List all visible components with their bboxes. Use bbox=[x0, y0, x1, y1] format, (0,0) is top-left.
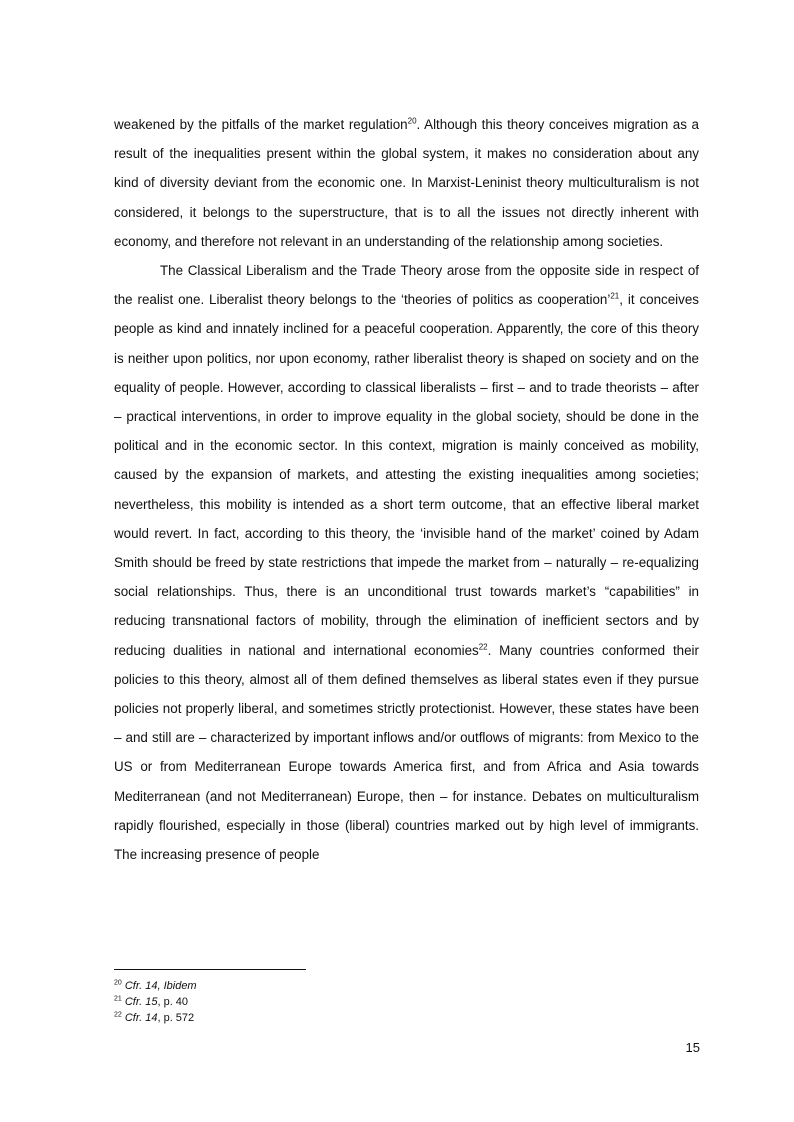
footnotes bbox=[114, 978, 699, 1026]
footnote-number: 22 bbox=[114, 1011, 122, 1019]
footnote-marker-22: 22 bbox=[478, 642, 488, 652]
paragraph-text: , it conceives people as kind and innately inclined for a peaceful cooperation. Apparently, the core of this theory is neither upon politics, nor upon economy, rather liberalist theory is shaped on society and on the equality of people. However, according to classical liberalists – first – and to trade theorists – after – practical interventions, in order to improve equality in the global society, should be done in the political and in the economic sector. In this context, migration is mainly conceived as mobility, caused by the expansion of markets, and attesting the existing inequalities among societies; nevertheless, this mobility is intended as a short term outcome, that an effective liberal market would revert. In fact, according to this theory, the ‘invisible hand of the market’ coined by Adam Smith should be freed by state restrictions that impede the market from – naturally – re-equalizing social relationships. Thus, there is an unconditional trust towards market’s “capabilities” in reducing transnational factors of mobility, through the elimination of inefficient sectors and by reducing dualities in national and international economies bbox=[114, 292, 699, 658]
footnote-number: 21 bbox=[114, 995, 122, 1003]
footnote-22 bbox=[114, 1010, 699, 1026]
footnote-detail: , p. 572 bbox=[157, 1012, 195, 1024]
paragraph-text: weakened by the pitfalls of the market regulation bbox=[114, 117, 408, 132]
footnote-20 bbox=[114, 978, 699, 994]
footnote-marker-20: 20 bbox=[407, 116, 417, 126]
footnote-detail: , p. 40 bbox=[157, 996, 189, 1008]
footnote-marker-21: 21 bbox=[610, 291, 620, 301]
page-number: 15 bbox=[685, 1040, 700, 1055]
paragraph-1 bbox=[114, 110, 699, 256]
paragraph-text: . Although this theory conceives migration as a result of the inequalities present within the global system, it makes no consideration about any kind of diversity deviant from the economic one. In Marxist-Leninist theory multiculturalism is not considered, it belongs to the superstructure, that is to all the issues not directly inherent with economy, and therefore not relevant in an understanding of the relationship among societies. bbox=[114, 117, 700, 249]
footnote-reference: Cfr. 14 bbox=[124, 980, 158, 992]
main-text bbox=[114, 110, 699, 869]
paragraph-text: . Many countries conformed their policies to this theory, almost all of them defined themselves as liberal states even if they pursue policies not properly liberal, and sometimes strictly protectionist. However, these states have been – and still are – characterized by important inflows and/or outflows of migrants: from Mexico to the US or from Mediterranean Europe towards America first, and from Africa and Asia towards Mediterranean (and not Mediterranean) Europe, then – for instance. Debates on multiculturalism rapidly flourished, especially in those (liberal) countries marked out by high level of immigrants. The increasing presence of people bbox=[114, 642, 699, 863]
paragraph-2 bbox=[114, 256, 699, 869]
footnote-reference: Cfr. 14 bbox=[124, 1012, 158, 1024]
footnote-reference: Cfr. 15 bbox=[124, 996, 158, 1008]
footnote-divider bbox=[114, 969, 306, 970]
footnote-detail: , Ibidem bbox=[157, 980, 197, 992]
footnote-number: 20 bbox=[114, 979, 122, 987]
footnote-21 bbox=[114, 994, 699, 1010]
paragraph-text: The Classical Liberalism and the Trade Theory arose from the opposite side in respect of the realist one. Liberalist theory belongs to the ‘theories of politics as cooperation’ bbox=[114, 263, 699, 308]
